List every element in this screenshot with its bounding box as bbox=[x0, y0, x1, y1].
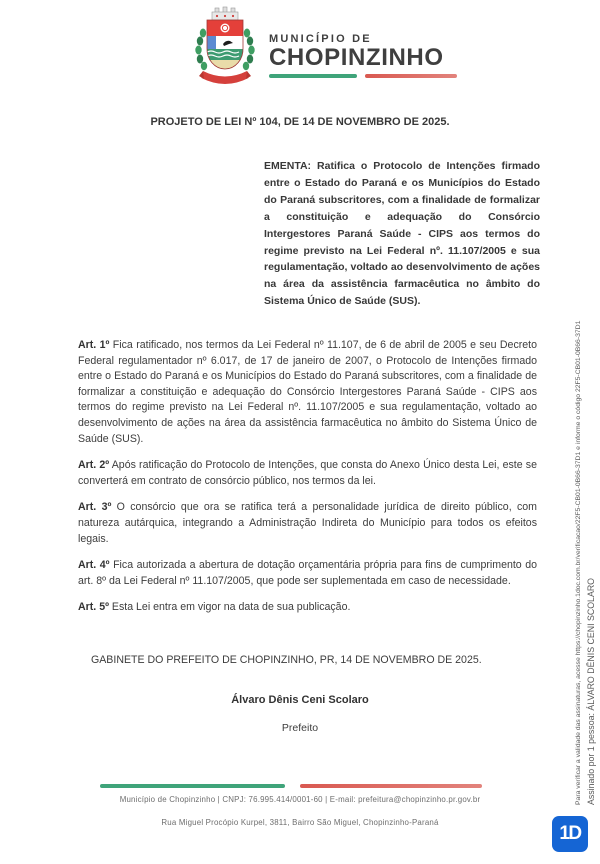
page-footer bbox=[0, 784, 600, 827]
articles-section bbox=[78, 338, 537, 627]
org-name-line2: CHOPINZINHO bbox=[269, 43, 444, 71]
article-3-text: O consórcio que ora se ratifica terá a personalidade jurídica de direito público, com natureza autárquica, integrando a Administração Indireta do Município para todos os efeitos legais. bbox=[78, 501, 537, 545]
municipality-wordmark bbox=[269, 19, 457, 78]
digital-signature-sidebar bbox=[575, 272, 598, 805]
document-title: PROJETO DE LEI Nº 104, DE 14 DE NOVEMBRO DE 2025. bbox=[150, 116, 450, 128]
footer-red-bar bbox=[300, 784, 482, 788]
org-name-line1: MUNICÍPIO DE bbox=[269, 32, 372, 45]
coat-of-arms-icon bbox=[193, 5, 257, 91]
footer-green-bar bbox=[100, 784, 285, 788]
article-2-label: Art. 2º bbox=[78, 459, 110, 472]
article-4-label: Art. 4º bbox=[78, 559, 110, 572]
article-5-text: Esta Lei entra em vigor na data de sua publicação. bbox=[108, 601, 351, 614]
article-4-text: Fica autorizada a abertura de dotação orçamentária própria para fins de cumprimento do art. 8º da Lei Federal nº 11.107/2005, que pode ser suplementada em caso de necessidade. bbox=[78, 559, 538, 587]
article-3-label: Art. 3º bbox=[78, 501, 112, 514]
signer-role: Prefeito bbox=[281, 722, 319, 734]
article-3 bbox=[78, 500, 537, 547]
article-1-text: Fica ratificado, nos termos da Lei Federal nº 11.107, de 6 de abril de 2005 e seu Decreto Federal regulamentador nº 6.017, de 17 de janeiro de 2007, o Protocolo de Intenções firmado entre o Estado do Paraná e os Municípios do Estado do Paraná subscritores, com a finalidade de formalizar a constituição e adequação do Consórcio Intergestores Paraná Saúde - CIPS aos termos do regime previsto na Lei Federal nº. 11.107/2005 e sua regulamentação, voltado ao desenvolvimento de ações na área da assistência farmacêutica no âmbito do Sistema Único de Saúde (SUS). bbox=[78, 339, 537, 445]
article-1 bbox=[78, 338, 537, 447]
ementa-paragraph: EMENTA: Ratifica o Protocolo de Intenções firmado entre o Estado do Paraná e os Municípios do Estado do Paraná subscritores, com a finalidade de formalizar a constituição e adequação do Consórcio Intergestores Paraná Saúde - CIPS aos termos do regime previsto na Lei Federal nº. 11.107/2005 e sua regulamentação, voltado ao desenvolvimento de ações na área da assistência farmacêutica no âmbito do Sistema Único de Saúde (SUS). bbox=[264, 160, 540, 308]
underline-red-bar bbox=[365, 74, 457, 78]
place-date-line: GABINETE DO PREFEITO DE CHOPINZINHO, PR, 14 DE NOVEMBRO DE 2025. bbox=[91, 654, 482, 666]
underline-green-bar bbox=[269, 74, 357, 78]
footer-divider bbox=[0, 784, 591, 788]
signer-name: Álvaro Dênis Ceni Scolaro bbox=[231, 694, 369, 706]
wordmark-underline bbox=[269, 74, 457, 78]
article-2-text: Após ratificação do Protocolo de Intenções, que consta do Anexo Único desta Lei, este se converterá em contrato de consórcio público, nos termos da lei. bbox=[78, 459, 537, 487]
footer-info-line: Município de Chopinzinho | CNPJ: 76.995.414/0001-60 | E-mail: prefeitura@chopinzinho.pr.gov.br bbox=[119, 795, 481, 804]
signature-signed-line: Assinado por 1 pessoa: ÁLVARO DÊNIS CENI SCOLARO bbox=[586, 577, 596, 805]
article-4 bbox=[78, 558, 537, 589]
article-2 bbox=[78, 458, 537, 489]
article-5-label: Art. 5º bbox=[78, 601, 109, 614]
signature-verify-line: Para verificar a validade das assinaturas, acesse https://chopinzinho.1doc.com.br/verificacao/22F5-CB01-0B66-37D1 e informe o código 22F5-CB01-0B66-37D1 bbox=[575, 320, 582, 805]
municipality-header bbox=[193, 5, 457, 91]
article-1-label: Art. 1º bbox=[78, 339, 110, 351]
footer-address-line: Rua Miguel Procópio Kurpel, 3811, Bairro São Miguel, Chopinzinho-Paraná bbox=[161, 818, 439, 827]
onedoc-logo-icon: 1D bbox=[552, 816, 588, 852]
article-5 bbox=[78, 600, 537, 616]
